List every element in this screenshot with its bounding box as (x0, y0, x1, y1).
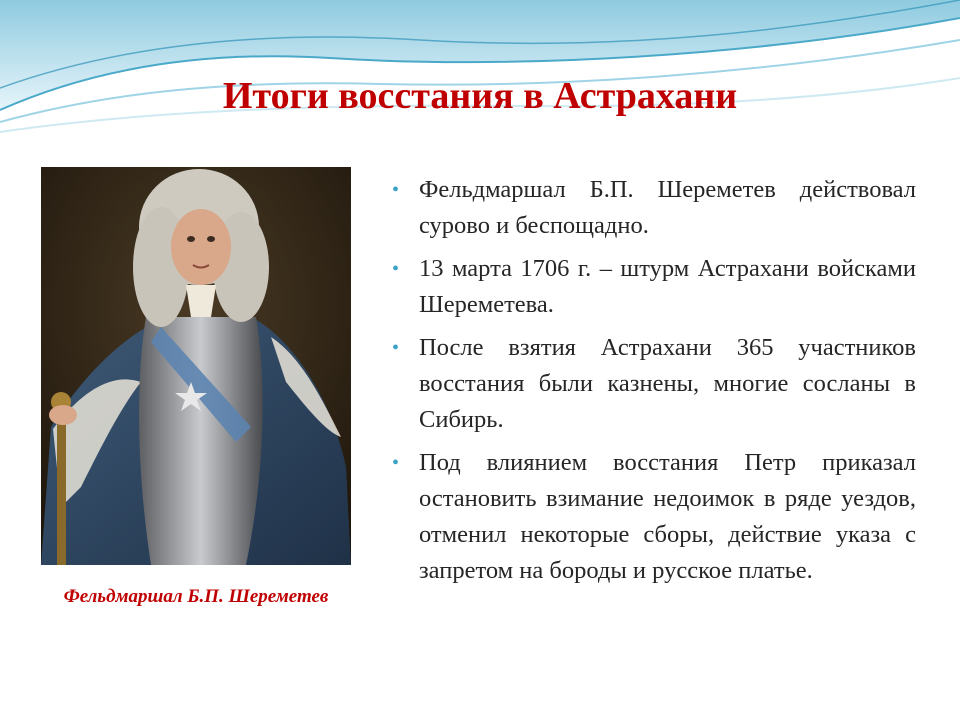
header-wave-decoration (0, 0, 960, 140)
bullet-icon: • (392, 337, 400, 359)
bullet-icon: • (392, 452, 400, 474)
bullet-icon: • (392, 258, 400, 280)
bullet-item (392, 445, 916, 589)
slide-title: Итоги восстания в Астрахани (222, 75, 738, 117)
bullet-icon: • (392, 179, 400, 201)
portrait-image (41, 167, 351, 565)
bullet-item (392, 251, 916, 323)
bullet-item (392, 330, 916, 438)
bullet-text: После взятия Астрахани 365 участников восстания были казнены, многие сосланы в Сибирь. (419, 334, 916, 433)
bullet-text: 13 марта 1706 г. – штурм Астрахани войсками Шереметева. (419, 255, 916, 318)
bullet-text: Фельдмаршал Б.П. Шереметев действовал сурово и беспощадно. (419, 176, 916, 239)
bullet-item (392, 172, 916, 244)
bullet-list (392, 172, 916, 596)
bullet-text: Под влиянием восстания Петр приказал остановить взимание недоимок в ряде уездов, отменил некоторые сборы, действие указа с запретом на бороды и русское платье. (419, 449, 916, 584)
portrait-caption: Фельдмаршал Б.П. Шереметев (63, 586, 329, 607)
